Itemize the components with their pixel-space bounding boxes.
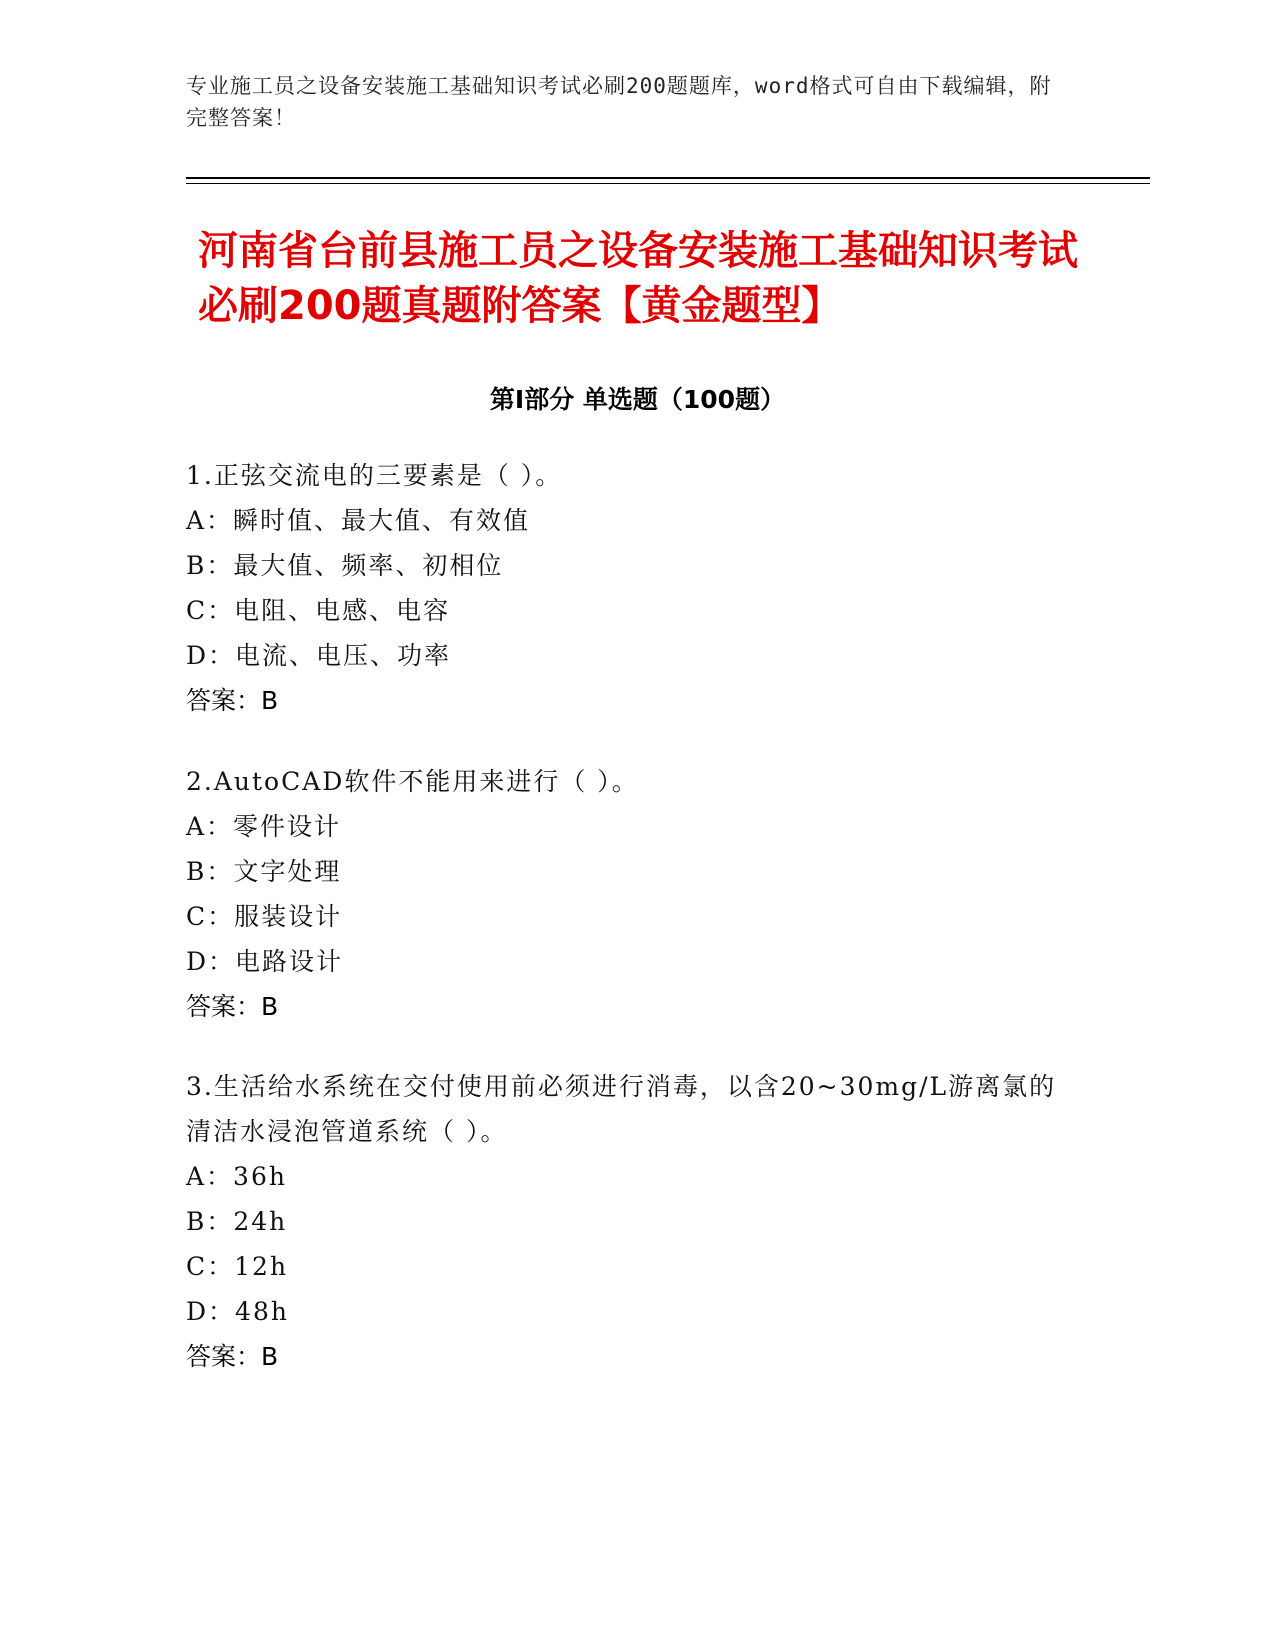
answer-line: 答案：B — [186, 686, 279, 715]
option-a: A：零件设计 — [186, 812, 342, 841]
option-c: C：服装设计 — [186, 902, 343, 931]
question-3 — [186, 1064, 1066, 1379]
option-c: C：电阻、电感、电容 — [186, 596, 451, 625]
section-title: 第Ⅰ部分 单选题（100题） — [489, 385, 786, 414]
option-a: A：瞬时值、最大值、有效值 — [186, 506, 531, 535]
question-stem: 1.正弦交流电的三要素是（ ）。 — [186, 461, 563, 490]
option-d: D：电流、电压、功率 — [186, 641, 452, 670]
option-b: B：24h — [186, 1207, 288, 1236]
header-divider-thick — [186, 177, 1150, 179]
option-d: D：电路设计 — [186, 947, 344, 976]
option-c: C：12h — [186, 1252, 289, 1281]
question-stem: 3.生活给水系统在交付使用前必须进行消毒，以含20~30mg/L游离氯的清洁水浸泡管道系统（ ）。 — [186, 1072, 1057, 1146]
option-d: D：48h — [186, 1297, 289, 1326]
document-title: 河南省台前县施工员之设备安装施工基础知识考试必刷200题真题附答案【黄金题型】 — [198, 228, 1078, 329]
answer-line: 答案：B — [186, 1342, 279, 1371]
option-a: A：36h — [186, 1162, 287, 1191]
question-1 — [186, 453, 1066, 723]
option-b: B：最大值、频率、初相位 — [186, 551, 504, 580]
question-stem: 2.AutoCAD软件不能用来进行（ ）。 — [186, 767, 639, 796]
header-divider-thin — [186, 183, 1150, 184]
question-2 — [186, 759, 1066, 1029]
option-b: B：文字处理 — [186, 857, 342, 886]
answer-line: 答案：B — [186, 992, 279, 1021]
header-note: 专业施工员之设备安装施工基础知识考试必刷200题题库，word格式可自由下载编辑，附完整答案！ — [186, 74, 1052, 130]
